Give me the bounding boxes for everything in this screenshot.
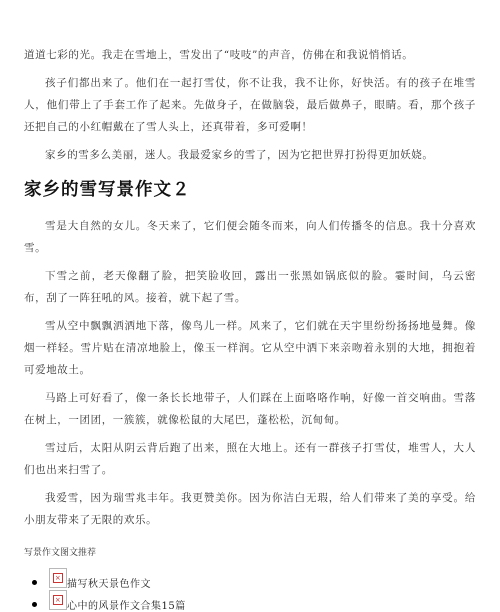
recommend-link[interactable]: 心中的风景作文合集15篇	[67, 601, 186, 612]
broken-image-icon[interactable]: ×	[49, 568, 67, 588]
paragraph: 道道七彩的光。我走在雪地上，雪发出了“吱吱”的声音，仿佛在和我说悄悄话。	[24, 49, 414, 61]
broken-image-icon[interactable]: ×	[49, 590, 67, 610]
list-item	[32, 568, 476, 590]
paragraph: 我爱雪，因为瑞雪兆丰年。我更赞美你。因为你洁白无瑕，给人们带来了美的享受。给小朋友带来了无限的欢乐。	[24, 492, 476, 526]
bullet-icon	[32, 580, 37, 585]
paragraph: 孩子们都出来了。他们在一起打雪仗，你不让我，我不让你，好快活。有的孩子在堆雪人，他们带上了手套工作了起来。先做身子，在做脑袋，最后做鼻子，眼睛。看，那个孩子还把自己的小红帽戴在了雪人头上，还真带着，多可爱啊！	[24, 77, 476, 133]
paragraph: 下雪之前，老天像翻了脸，把笑脸收回，露出一张黑如锅底似的脸。霎时间，乌云密布，刮了一阵狂吼的风。接着，就下起了雪。	[24, 270, 476, 304]
recommend-label: 写景作文图文推荐	[24, 548, 97, 558]
paragraph: 家乡的雪多么美丽，迷人。我最爱家乡的雪了，因为它把世界打扮得更加妖娆。	[45, 149, 434, 161]
recommend-list	[24, 568, 476, 612]
paragraph: 雪过后，太阳从阴云背后跑了出来，照在大地上。还有一群孩子打雪仗，堆雪人，大人们也出来扫雪了。	[24, 442, 476, 476]
paragraph: 马路上可好看了，像一条长长地带子，人们踩在上面咯咯作响，好像一首交响曲。雪落在树上，一团团，一簇簇，就像松鼠的大尾巴，蓬松松，沉甸甸。	[24, 392, 476, 426]
document-page	[0, 44, 500, 610]
paragraph: 雪从空中飘飘洒洒地下落，像鸟儿一样。风来了，它们就在天宇里纷纷扬扬地曼舞。像烟一样轻。雪片贴在清凉地脸上，像玉一样润。它从空中洒下来亲吻着永别的大地，拥抱着可爱地故土。	[24, 320, 476, 376]
section-title: 家乡的雪写景作文２	[24, 180, 191, 200]
paragraph: 雪是大自然的女儿。冬天来了，它们便会随冬而来，向人们传播冬的信息。我十分喜欢雪。	[24, 220, 476, 254]
list-item	[32, 590, 476, 612]
recommend-link[interactable]: 描写秋天景色作文	[67, 579, 151, 590]
bullet-icon	[32, 602, 37, 607]
